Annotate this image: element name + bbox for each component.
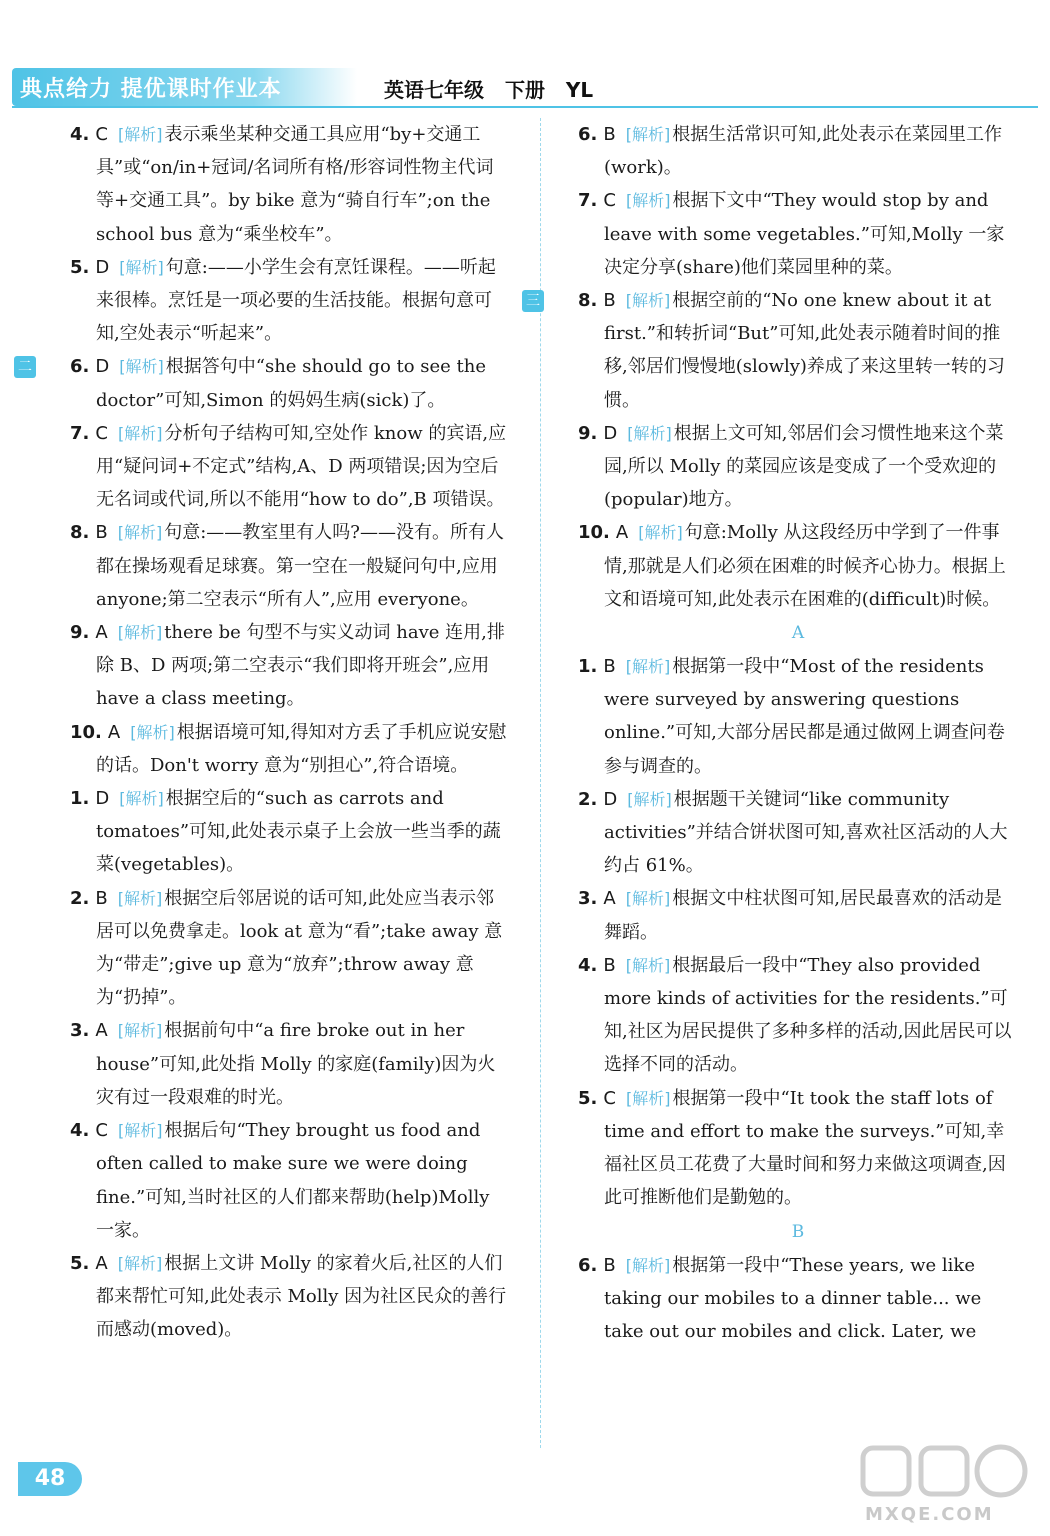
- analysis-tag: [解析]: [625, 889, 671, 909]
- answer-paragraph: [70, 782, 510, 882]
- header-divider: [12, 106, 1038, 108]
- analysis-tag: [解析]: [117, 1253, 163, 1273]
- analysis-tag: [解析]: [625, 125, 671, 144]
- answer-choice: D: [95, 356, 110, 378]
- question-number: 4.: [70, 124, 90, 145]
- answer-paragraph: [70, 882, 510, 1015]
- answer-item: [70, 782, 510, 882]
- answer-item: [70, 1114, 510, 1247]
- question-number: 10.: [578, 522, 610, 544]
- answer-item: [578, 184, 1018, 284]
- answer-choice: C: [95, 422, 108, 444]
- left-column: [18, 118, 510, 1347]
- answer-choice: C: [603, 1087, 616, 1109]
- analysis-tag: [解析]: [638, 523, 683, 543]
- answer-choice: A: [95, 1020, 108, 1042]
- answer-paragraph: [578, 1249, 1018, 1349]
- question-number: 5.: [578, 1087, 598, 1109]
- column-divider: [540, 118, 542, 1448]
- answer-paragraph: [70, 118, 510, 251]
- answer-paragraph: [578, 882, 1018, 948]
- analysis-text: 根据空前的“No one knew about it at first.”和转折词“But”可知,此处表示随着时间的推移,邻居们慢慢地(slowly)养成了来这里转一转的习惯。: [604, 290, 1005, 411]
- analysis-text: there be 句型不与实义动词 have 连用,排除 B、D 两项;第二空表示“我们即将开班会”,应用 have a class meeting。: [96, 622, 505, 710]
- analysis-tag: [解析]: [119, 257, 164, 277]
- analysis-tag: [解析]: [625, 1255, 671, 1275]
- answer-paragraph: [578, 284, 1018, 417]
- answer-item: [70, 516, 510, 616]
- answer-paragraph: [70, 1014, 510, 1114]
- answer-choice: D: [95, 256, 110, 278]
- answer-choice: A: [603, 888, 616, 910]
- analysis-text: 根据第一段中“It took the staff lots of time and effort to make the surveys.”可知,幸福社区员工花费了大量时间和努力来做这项调查,因此可推断他们是勤勉的。: [604, 1087, 1006, 1209]
- answer-paragraph: [578, 417, 1018, 517]
- answer-paragraph: [70, 1114, 510, 1247]
- answer-item: [578, 284, 1018, 417]
- watermark-text: MXQE.COM: [865, 1504, 994, 1525]
- question-number: 6.: [70, 356, 90, 378]
- sub-section-heading: B: [791, 1221, 805, 1242]
- answer-item: [70, 350, 510, 416]
- analysis-text: 根据生活常识可知,此处表示在菜园里工作(work)。: [604, 124, 1002, 179]
- question-number: 4.: [70, 1120, 90, 1142]
- analysis-tag: [解析]: [117, 125, 163, 144]
- answer-paragraph: [70, 1247, 510, 1347]
- question-number: 10.: [70, 721, 102, 743]
- answer-choice: A: [615, 522, 629, 544]
- answer-item: [70, 251, 510, 351]
- page-header: [0, 0, 1050, 108]
- analysis-text: 根据空后邻居说的话可知,此处应当表示邻居可以免费拿走。look at 意为“看”;take away 意为“带走”;give up 意为“放弃”;throw away 意为“扔掉”。: [96, 887, 503, 1009]
- analysis-tag: [解析]: [119, 789, 164, 809]
- answer-paragraph: [70, 516, 510, 616]
- answer-item: [578, 882, 1018, 948]
- answer-choice: D: [603, 788, 618, 810]
- section-marker: 三: [522, 290, 544, 312]
- analysis-text: 根据后句“They brought us food and often called to make sure we were doing fine.”可知,当时社区的人们都来帮助(help)Molly 一家。: [96, 1120, 490, 1241]
- analysis-text: 根据下文中“They would stop by and leave with some vegetables.”可知,Molly 一家决定分享(share)他们菜园里种的菜。: [604, 190, 1005, 278]
- question-number: 5.: [70, 1252, 90, 1274]
- question-number: 7.: [70, 422, 90, 444]
- answer-choice: D: [95, 788, 110, 810]
- question-number: 8.: [70, 522, 90, 544]
- answer-item: [70, 118, 510, 251]
- analysis-text: 根据空后的“such as carrots and tomatoes”可知,此处表示桌子上会放一些当季的蔬菜(vegetables)。: [96, 788, 501, 876]
- question-number: 5.: [70, 256, 90, 278]
- answer-item: [70, 1014, 510, 1114]
- question-number: 9.: [578, 422, 598, 444]
- answer-choice: B: [603, 656, 616, 678]
- analysis-tag: [解析]: [627, 423, 672, 443]
- analysis-text: 根据最后一段中“They also provided more kinds of activities for the residents.”可知,社区为居民提供了多种多样的活动,因此居民可以选择不同的活动。: [604, 954, 1012, 1076]
- analysis-tag: [解析]: [130, 722, 175, 742]
- answer-paragraph: [70, 251, 510, 351]
- question-number: 1.: [578, 656, 598, 678]
- sub-section-heading: A: [791, 623, 805, 644]
- question-number: 8.: [578, 290, 598, 312]
- answer-paragraph: [70, 716, 510, 782]
- analysis-text: 句意:——小学生会有烹饪课程。——听起来很棒。烹饪是一项必要的生活技能。根据句意可知,空处表示“听起来”。: [96, 256, 496, 345]
- analysis-tag: [解析]: [625, 657, 671, 677]
- answer-paragraph: [578, 184, 1018, 284]
- answer-choice: B: [603, 290, 616, 312]
- analysis-text: 根据第一段中“Most of the residents were surveyed by answering questions online.”可知,大部分居民都是通过做网上调查问卷参与调查的。: [604, 656, 1005, 777]
- analysis-tag: [解析]: [117, 523, 163, 543]
- analysis-tag: [解析]: [625, 955, 671, 975]
- question-number: 2.: [578, 788, 598, 810]
- analysis-tag: [解析]: [625, 291, 671, 311]
- answer-choice: A: [95, 622, 108, 644]
- analysis-text: 根据文中柱状图可知,居民最喜欢的活动是舞蹈。: [604, 888, 1002, 943]
- answer-paragraph: [578, 1082, 1018, 1215]
- right-column: [526, 118, 1018, 1348]
- answer-paragraph: [578, 783, 1018, 883]
- analysis-tag: [解析]: [119, 357, 164, 377]
- question-number: 4.: [578, 954, 598, 976]
- question-number: 3.: [70, 1020, 90, 1042]
- answer-item: [578, 118, 1018, 184]
- analysis-text: 根据答句中“she should go to see the doctor”可知,Simon 的妈妈生病(sick)了。: [96, 356, 487, 411]
- answer-paragraph: [70, 616, 510, 716]
- answer-item: [578, 949, 1018, 1082]
- question-number: 7.: [578, 190, 598, 212]
- answer-item: [70, 1247, 510, 1347]
- analysis-text: 分析句子结构可知,空处作 know 的宾语,应用“疑问词+不定式”结构,A、D 两项错误;因为空后无名词或代词,所以不能用“how to do”,B 项错误。: [96, 422, 507, 511]
- answer-item: [578, 1249, 1018, 1349]
- analysis-tag: [解析]: [117, 1121, 163, 1141]
- answer-choice: C: [95, 1120, 108, 1142]
- page-number: 48: [18, 1462, 82, 1496]
- answer-item: [70, 417, 510, 517]
- answer-choice: B: [95, 522, 108, 544]
- analysis-tag: [解析]: [625, 1088, 671, 1108]
- watermark-graphic: [855, 1440, 1035, 1510]
- answer-choice: B: [603, 124, 616, 145]
- question-number: 3.: [578, 888, 598, 910]
- answer-choice: C: [603, 190, 616, 212]
- analysis-text: 句意:Molly 从这段经历中学到了一件事情,那就是人们必须在困难的时候齐心协力。根据上文和语境可知,此处表示在困难的(difficult)时候。: [604, 522, 1006, 610]
- answer-choice: B: [603, 954, 616, 976]
- answer-item: [70, 716, 510, 782]
- analysis-tag: [解析]: [117, 423, 163, 443]
- analysis-text: 根据第一段中“These years, we like taking our mobiles to a dinner table... we take out our mobiles and click. Later, we: [604, 1254, 982, 1342]
- answer-item: [578, 1082, 1018, 1215]
- analysis-text: 根据语境可知,得知对方丢了手机应说安慰的话。Don't worry 意为“别担心”,符合语境。: [96, 721, 507, 776]
- analysis-text: 表示乘坐某种交通工具应用“by+交通工具”或“on/in+冠词/名词所有格/形容词性物主代词等+交通工具”。by bike 意为“骑自行车”;on the school bus 意为“乘坐校车”。: [96, 124, 494, 245]
- book-title: 英语七年级 下册 YL: [384, 78, 594, 102]
- answer-item: [578, 516, 1018, 616]
- answer-paragraph: [578, 516, 1018, 616]
- analysis-tag: [解析]: [627, 789, 672, 809]
- answer-item: [70, 616, 510, 716]
- answer-choice: B: [603, 1254, 616, 1276]
- answer-item: [578, 650, 1018, 783]
- analysis-text: 根据题干关键词“like community activities”并结合饼状图可知,喜欢社区活动的人大约占 61%。: [604, 788, 1008, 877]
- question-number: 2.: [70, 887, 90, 909]
- analysis-tag: [解析]: [117, 888, 163, 908]
- analysis-text: 根据前句中“a fire broke out in her house”可知,此处指 Molly 的家庭(family)因为火灾有过一段艰难的时光。: [96, 1020, 496, 1108]
- answer-paragraph: [70, 417, 510, 517]
- question-number: 9.: [70, 622, 90, 644]
- answer-choice: D: [603, 422, 618, 444]
- answer-choice: C: [95, 124, 108, 145]
- answer-paragraph: [70, 350, 510, 416]
- answer-paragraph: [578, 949, 1018, 1082]
- answer-paragraph: [578, 118, 1018, 184]
- section-marker: 二: [14, 356, 36, 378]
- answer-choice: B: [95, 887, 108, 909]
- answer-item: [578, 417, 1018, 517]
- answer-item: [70, 882, 510, 1015]
- question-number: 6.: [578, 1254, 598, 1276]
- analysis-tag: [解析]: [625, 191, 671, 211]
- analysis-tag: [解析]: [117, 623, 163, 643]
- answer-choice: A: [95, 1252, 108, 1274]
- analysis-text: 句意:——教室里有人吗?——没有。所有人都在操场观看足球赛。第一空在一般疑问句中,应用 anyone;第二空表示“所有人”,应用 everyone。: [96, 522, 504, 610]
- analysis-tag: [解析]: [117, 1021, 163, 1041]
- answer-paragraph: [578, 650, 1018, 783]
- question-number: 1.: [70, 788, 90, 810]
- brand-title: 典点给力 提优课时作业本: [20, 77, 282, 102]
- analysis-text: 根据上文可知,邻居们会习惯性地来这个菜园,所以 Molly 的菜园应该是变成了一个受欢迎的(popular)地方。: [604, 422, 1004, 511]
- answer-item: [578, 783, 1018, 883]
- watermark-logo: [855, 1440, 1035, 1532]
- answer-choice: A: [107, 721, 121, 743]
- question-number: 6.: [578, 124, 598, 145]
- analysis-text: 根据上文讲 Molly 的家着火后,社区的人们都来帮忙可知,此处表示 Molly 因为社区民众的善行而感动(moved)。: [96, 1252, 507, 1341]
